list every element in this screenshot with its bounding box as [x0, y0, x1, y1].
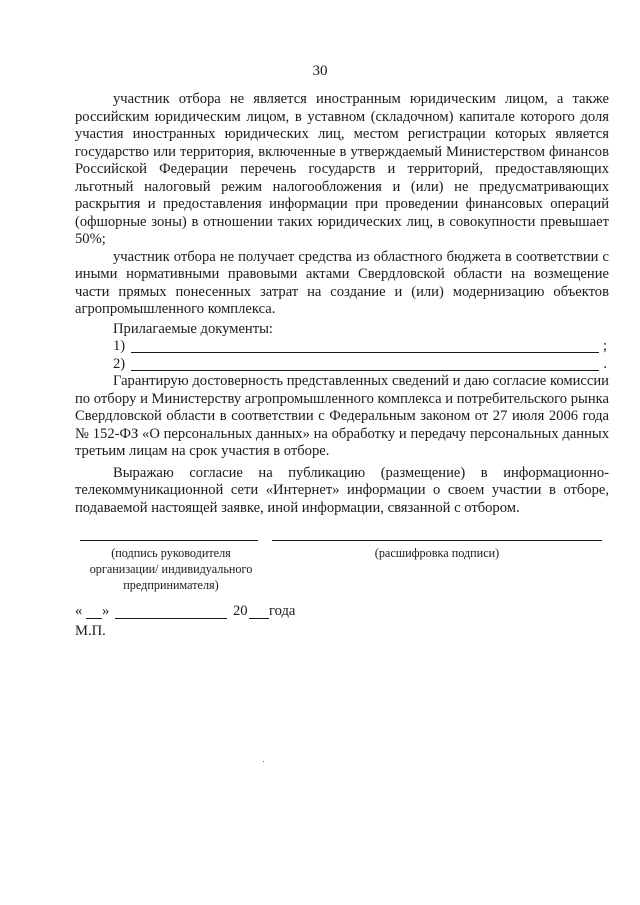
attachments-title: Прилагаемые документы: — [113, 320, 273, 337]
date-day-blank — [86, 618, 102, 619]
date-open-quote: « — [75, 603, 83, 619]
signature-decoding-line — [272, 540, 602, 541]
attachment-line-1 — [113, 338, 607, 356]
attachment-number: 2) — [113, 355, 126, 372]
paragraph-data-consent: Гарантирую достоверность представленных сведений и даю согласие комиссии по отбору и Министерству агропромышленного комплекса и потребительского рынка Свердловской области в соответствии с Федеральным законом от 27 июля 2006 года № 152-ФЗ «О персональных данных» на обработку и передачу персональных данных третьим лицам на срок участия в отборе. — [75, 373, 609, 459]
paragraph-foreign-participation: участник отбора не является иностранным юридическим лицом, а также российским юридическим лицом, в уставном (складочном) капитале которого доля участия иностранных юридических лиц, местом регистрации которых является государство или территория, включенные в утверждаемый Министерством финансов Российской Федерации перечень государств и территорий, предоставляющих льготный налоговый режим налогообложения и (или) не предусматривающих раскрытия и предоставления информации при проведении финансовых операций (офшорные зоны) в отношении таких юридических лиц, в совокупности превышает 50%; — [75, 91, 609, 247]
date-year-blank — [249, 618, 269, 619]
paragraph-publication-consent: Выражаю согласие на публикацию (размещение) в информационно-телекоммуникационной сети «Интернет» информации о своем участии в отборе, подаваемой настоящей заявке, иной информации, связанной с отбором. — [75, 464, 609, 516]
stamp-placeholder: М.П. — [75, 623, 106, 639]
attachment-line-2 — [113, 356, 607, 374]
page-number: 30 — [312, 63, 328, 79]
attachment-blank-field — [131, 370, 599, 371]
signature-caption-line: предпринимателя) — [123, 578, 219, 592]
scan-speck — [263, 761, 264, 762]
signature-decoding-caption: (расшифровка подписи) — [374, 546, 500, 560]
attachment-terminator: . — [603, 355, 607, 372]
signature-caption-line: организации/ индивидуального — [89, 562, 253, 576]
date-close-quote: » — [102, 603, 110, 619]
date-month-blank — [115, 618, 227, 619]
signature-line — [80, 540, 258, 541]
document-body — [75, 91, 609, 517]
date-year-prefix: 20 — [233, 603, 248, 619]
signature-caption — [78, 545, 264, 593]
signature-caption-line: (подпись руководителя — [111, 546, 231, 560]
attachment-blank-field — [131, 352, 599, 353]
attachment-number: 1) — [113, 338, 126, 354]
date-field — [75, 603, 335, 623]
paragraph-no-regional-funds: участник отбора не получает средства из областного бюджета в соответствии с иными нормативными правовыми актами Свердловской области на возмещение части прямых понесенных затрат на создание и (или) модернизацию объектов агропромышленного комплекса. — [75, 248, 609, 317]
date-year-suffix: года — [269, 603, 296, 619]
attachment-terminator: ; — [602, 338, 607, 354]
